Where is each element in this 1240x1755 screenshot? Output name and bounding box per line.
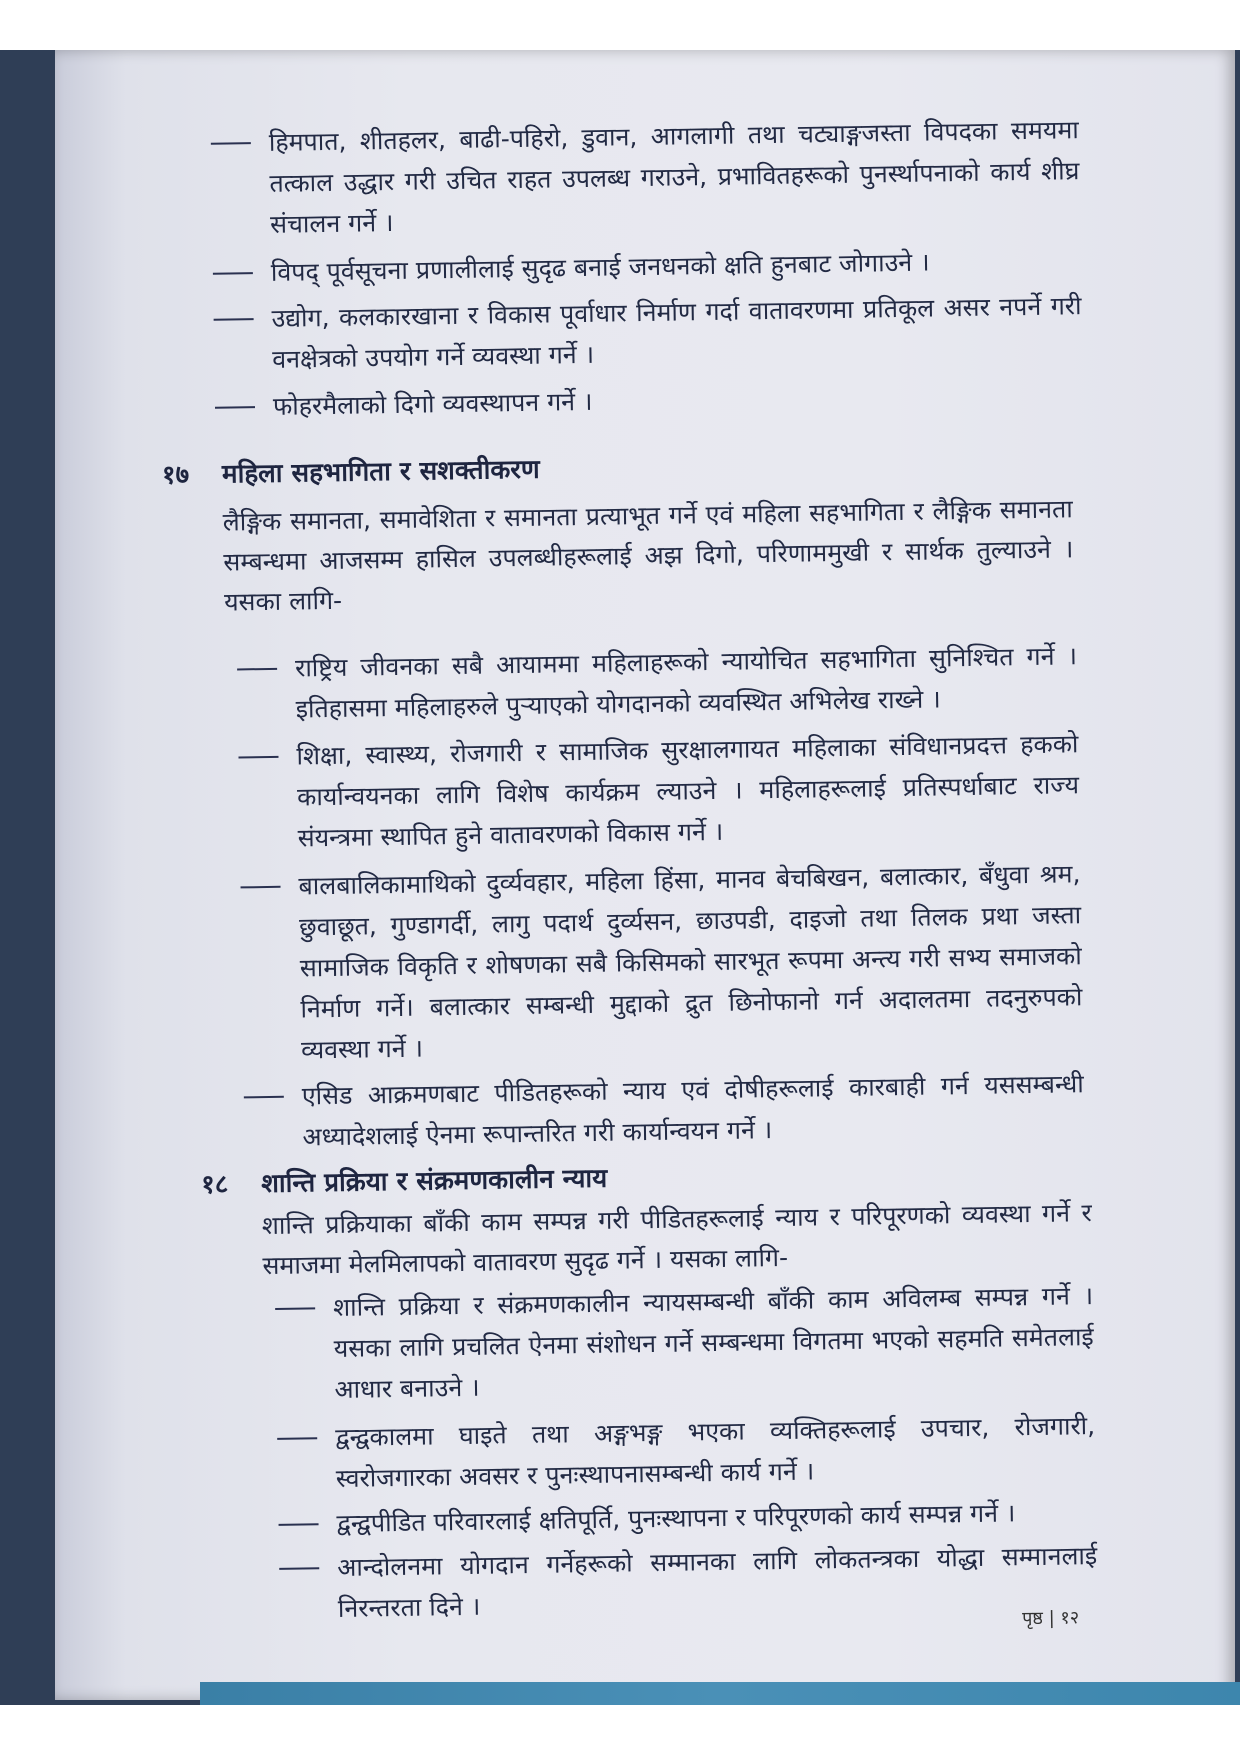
list-item xyxy=(238,723,1080,859)
dash-bullet xyxy=(237,648,296,690)
list-item-text: बालबालिकामाथिको दुर्व्यवहार, महिला हिंसा, मानव बेचबिखन, बलात्कार, बँधुवा श्रम, छुवाछूत, गुण्डागर्दी, लागु पदार्थ दुर्व्यसन, छाउपडी, दाइजो तथा तिलक प्रथा जस्ता सामाजिक विकृति र शोषणका सबै किसिमको सारभूत रूपमा अन्त्य गरी सभ्य समाजको निर्माण गर्ने। बलात्कार सम्बन्धी मुद्दाको द्रुत छिनोफानो गर्न अदालतमा तदनुरुपको व्यवस्था गर्ने । xyxy=(298,859,1083,1065)
section-intro: शान्ति प्रक्रियाका बाँकी काम सम्पन्न गरी पीडितहरूलाई न्याय र परिपूरणको व्यवस्था गर्ने र समाजमा मेलमिलापको वातावरण सुदृढ गर्ने । यसका लागि- xyxy=(261,1198,1092,1281)
page-content xyxy=(0,50,1240,1705)
list-item-text: आन्दोलनमा योगदान गर्नेहरूको सम्मानका लागि लोकतन्त्रका योद्धा सम्मानलाई निरन्तरता दिने । xyxy=(337,1541,1098,1623)
dash-bullet xyxy=(213,298,272,340)
list-item xyxy=(215,373,1084,428)
dash-bullet xyxy=(238,736,297,778)
dash-bullet xyxy=(275,1287,334,1329)
section-heading xyxy=(162,450,540,492)
list-item xyxy=(240,853,1083,1071)
dash-bullet xyxy=(244,1076,303,1118)
list-item xyxy=(213,285,1082,381)
section-heading xyxy=(201,1159,608,1201)
list-item xyxy=(213,239,1082,294)
list-item-text: द्वन्द्वकालमा घाइते तथा अङ्गभङ्ग भएका व्यक्तिहरूलाई उपचार, रोजगारी, स्वरोजगारका अवसर र पुनःस्थापनासम्बन्धी कार्य गर्ने । xyxy=(334,1411,1096,1494)
list-item-text: एसिड आक्रमणबाट पीडितहरूको न्याय एवं दोषीहरूलाई कारबाही गर्न यससम्बन्धी अध्यादेशलाई ऐनमा रूपान्तरित गरी कार्यान्वयन गर्ने । xyxy=(301,1069,1084,1152)
dash-bullet xyxy=(240,866,299,908)
list-item-text: विपद् पूर्वसूचना प्रणालीलाई सुदृढ बनाई जनधनको क्षति हुनबाट जोगाउने । xyxy=(270,247,930,287)
list-item-text: राष्ट्रिय जीवनका सबै आयाममा महिलाहरूको न्यायोचित सहभागिता सुनिश्चित गर्ने । इतिहासमा महिलाहरुले पुऱ्याएको योगदानको व्यवस्थित अभिलेख राख्ने । xyxy=(294,641,1078,724)
dash-bullet xyxy=(278,1503,337,1545)
list-item-text: शिक्षा, स्वास्थ्य, रोजगारी र सामाजिक सुरक्षालगायत महिलाका संविधानप्रदत्त हकको कार्यान्वयनका लागि विशेष कार्यक्रम ल्याउने । महिलाहरूलाई प्रतिस्पर्धाबाट राज्य संयन्त्रमा स्थापित हुने वातावरणको विकास गर्ने । xyxy=(296,729,1080,853)
list-item xyxy=(244,1063,1085,1158)
dash-bullet xyxy=(279,1547,338,1589)
page-number: पृष्ठ | १२ xyxy=(1021,1607,1080,1630)
list-item-text: शान्ति प्रक्रिया र संक्रमणकालीन न्यायसम्बन्धी बाँकी काम अविलम्ब सम्पन्न गर्ने । यसका लागि प्रचलित ऐनमा संशोधन गर्ने सम्बन्धमा विगतमा भएको सहमति समेतलाई आधार बनाउने । xyxy=(332,1281,1094,1405)
list-item xyxy=(275,1275,1095,1411)
section-number: १८ xyxy=(200,1169,229,1201)
dash-bullet xyxy=(277,1417,336,1459)
list-item xyxy=(211,109,1081,246)
list-item-text: उद्योग, कलकारखाना र विकास पूर्वाधार निर्माण गर्दा वातावरणमा प्रतिकूल असर नपर्ने गरी वनक्षेत्रको उपयोग गर्ने व्यवस्था गर्ने । xyxy=(271,291,1082,374)
list-item-text: फोहरमैलाको दिगो व्यवस्थापन गर्ने । xyxy=(272,386,593,421)
list-item-text: हिमपात, शीतहलर, बाढी-पहिरो, डुवान, आगलागी तथा चट्याङ्गजस्ता विपदका समयमा तत्काल उद्धार गरी उचित राहत उपलब्ध गराउने, प्रभावितहरूको पुनर्स्थापनाको कार्य शीघ्र संचालन गर्ने । xyxy=(268,115,1080,239)
list-item xyxy=(237,635,1078,730)
section-title: शान्ति प्रक्रिया र संक्रमणकालीन न्याय xyxy=(260,1163,608,1200)
list-item xyxy=(277,1405,1096,1500)
section-intro: लैङ्गिक समानता, समावेशिता र समानता प्रत्याभूत गर्ने एवं महिला सहभागिता र लैङ्गिक समानता सम्बन्धमा आजसम्म हासिल उपलब्धीहरूलाई अझ दिगो, परिणाममुखी र सार्थक तुल्याउने । यसका लागि- xyxy=(222,494,1074,617)
photo-background xyxy=(0,50,1240,1705)
section-title: महिला सहभागिता र सशक्तीकरण xyxy=(221,454,540,490)
section-number: १७ xyxy=(161,460,190,491)
dash-bullet xyxy=(215,386,274,428)
dash-bullet xyxy=(211,122,270,164)
dash-bullet xyxy=(213,252,272,294)
list-item xyxy=(279,1535,1098,1630)
list-item-text: द्वन्द्वपीडित परिवारलाई क्षतिपूर्ति, पुनःस्थापना र परिपूरणको कार्य सम्पन्न गर्ने । xyxy=(336,1498,1016,1539)
